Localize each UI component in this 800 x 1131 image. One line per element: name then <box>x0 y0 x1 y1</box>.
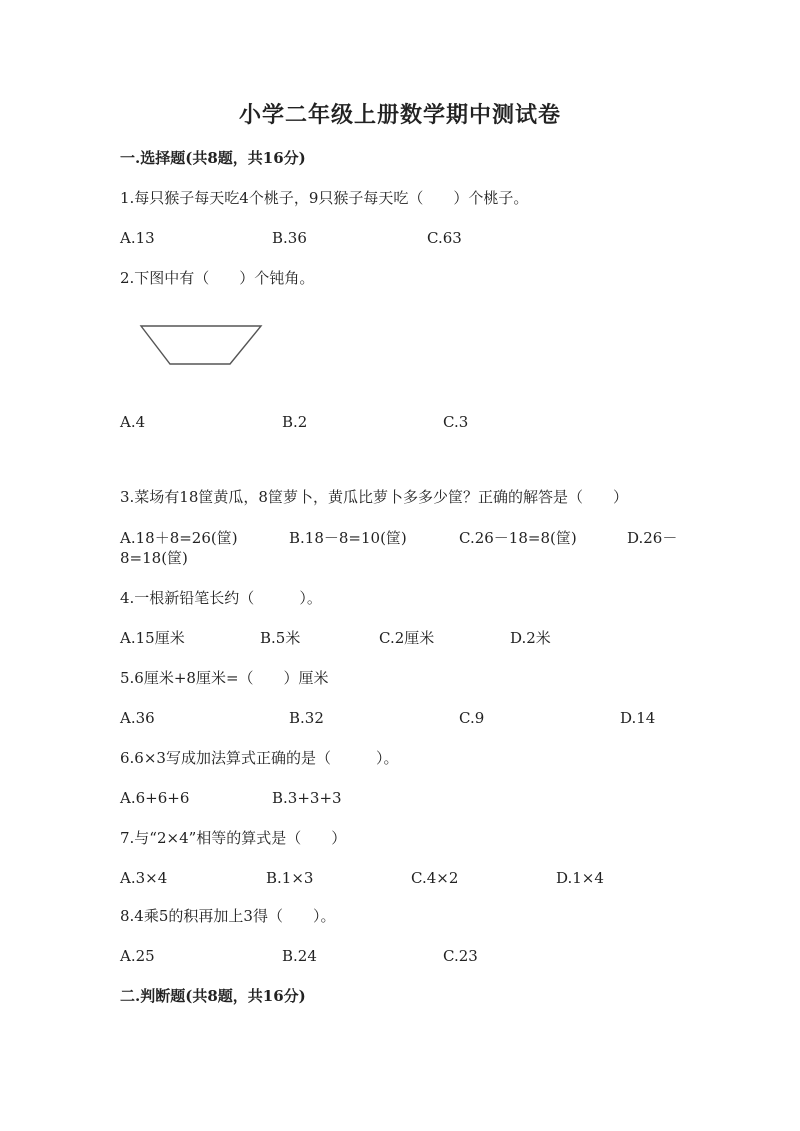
question-6: 6.6×3写成加法算式正确的是（ ）。 <box>120 749 399 767</box>
question-5: 5.6厘米+8厘米=（ ）厘米 <box>120 669 329 687</box>
section-heading-choice: 一.选择题(共8题，共16分) <box>120 149 306 167</box>
q7-option-a[interactable]: A.3×4 <box>120 869 168 887</box>
question-2: 2.下图中有（ ）个钝角。 <box>120 269 315 287</box>
question-1: 1.每只猴子每天吃4个桃子，9只猴子每天吃（ ）个桃子。 <box>120 189 529 207</box>
q8-option-c[interactable]: C.23 <box>443 947 478 965</box>
q3-option-d-continued[interactable]: 8=18(筐) <box>120 549 188 567</box>
q5-option-a[interactable]: A.36 <box>120 709 155 727</box>
q6-option-b[interactable]: B.3+3+3 <box>272 789 342 807</box>
question-7: 7.与“2×4”相等的算式是（ ） <box>120 829 347 847</box>
q4-option-b[interactable]: B.5米 <box>260 629 301 647</box>
q3-option-c[interactable]: C.26－18=8(筐) <box>459 529 577 547</box>
q5-option-d[interactable]: D.14 <box>620 709 656 727</box>
q7-option-d[interactable]: D.1×4 <box>556 869 604 887</box>
q8-option-b[interactable]: B.24 <box>282 947 317 965</box>
q1-option-c[interactable]: C.63 <box>427 229 462 247</box>
q4-option-c[interactable]: C.2厘米 <box>379 629 435 647</box>
q4-option-a[interactable]: A.15厘米 <box>120 629 185 647</box>
q1-option-a[interactable]: A.13 <box>120 229 155 247</box>
question-3: 3.菜场有18筐黄瓜，8筐萝卜，黄瓜比萝卜多多少筐？正确的解答是（ ） <box>120 488 628 506</box>
trapezoid-figure <box>138 320 268 370</box>
q2-option-b[interactable]: B.2 <box>282 413 308 431</box>
section-heading-judgment: 二.判断题(共8题，共16分) <box>120 987 306 1005</box>
q5-option-b[interactable]: B.32 <box>289 709 324 727</box>
q6-option-a[interactable]: A.6+6+6 <box>120 789 190 807</box>
q4-option-d[interactable]: D.2米 <box>510 629 551 647</box>
q7-option-b[interactable]: B.1×3 <box>266 869 314 887</box>
q3-option-b[interactable]: B.18－8=10(筐) <box>289 529 407 547</box>
q7-option-c[interactable]: C.4×2 <box>411 869 459 887</box>
q3-option-d[interactable]: D.26－ <box>627 529 678 547</box>
question-4: 4.一根新铅笔长约（ ）。 <box>120 589 322 607</box>
q8-option-a[interactable]: A.25 <box>120 947 155 965</box>
q2-option-a[interactable]: A.4 <box>120 413 146 431</box>
page-title: 小学二年级上册数学期中测试卷 <box>238 102 561 128</box>
q5-option-c[interactable]: C.9 <box>459 709 485 727</box>
q3-option-a[interactable]: A.18＋8=26(筐) <box>120 529 238 547</box>
q2-option-c[interactable]: C.3 <box>443 413 469 431</box>
question-8: 8.4乘5的积再加上3得（ ）。 <box>120 907 336 925</box>
q1-option-b[interactable]: B.36 <box>272 229 307 247</box>
